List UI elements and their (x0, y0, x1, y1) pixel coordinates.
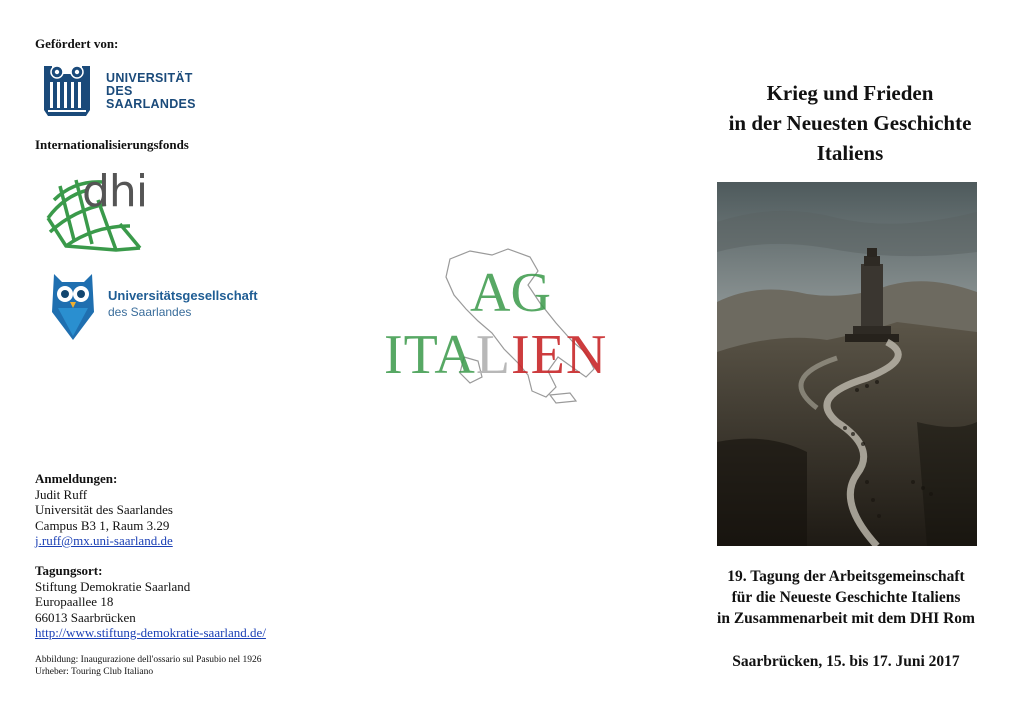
uds-seal-icon (40, 62, 94, 120)
anmeldungen-block (35, 471, 335, 549)
pasubio-photo (717, 182, 977, 546)
anmeldungen-line-uni: Universität des Saarlandes (35, 502, 173, 517)
uds-logo-line3: SAARLANDES (106, 97, 196, 111)
tagungsort-line-street: Europaallee 18 (35, 594, 114, 609)
uds-logo-line2: DES (106, 84, 133, 98)
conference-line2: für die Neueste Geschichte Italiens (731, 589, 961, 606)
image-caption (35, 655, 355, 678)
ag-italien-logo (380, 245, 640, 405)
title-line1: Krieg und Frieden (766, 81, 934, 105)
conference-line3: in Zusammenarbeit mit dem DHI Rom (717, 610, 975, 627)
tagungsort-block (35, 563, 355, 641)
anmeldungen-line-room: Campus B3 1, Raum 3.29 (35, 517, 170, 533)
ugs-logo-title: Universitätsgesellschaft (108, 288, 258, 303)
title-line2: in der Neuesten Geschichte (728, 111, 972, 135)
ugs-logo (50, 272, 258, 342)
conference-date: Saarbrücken, 15. bis 17. Juni 2017 (732, 653, 960, 670)
gefoerdert-label: Gefördert von: (35, 36, 119, 51)
uds-logo-line1: UNIVERSITÄT (106, 71, 193, 85)
page-title (690, 78, 1010, 168)
tagungsort-line-org: Stiftung Demokratie Saarland (35, 578, 191, 594)
ag-text: AG (470, 262, 551, 324)
caption-line1: Abbildung: Inaugurazione dell'ossario sul Pasubio nel 1926 (35, 655, 262, 665)
dhi-logo-text: dhi (82, 166, 148, 217)
uds-logo (40, 62, 200, 120)
italien-text-ita: ITA (384, 324, 476, 386)
italien-text-l: L (475, 324, 512, 386)
anmeldungen-heading: Anmeldungen: (35, 471, 118, 486)
caption-line2: Urheber: Touring Club Italiano (35, 666, 154, 677)
tagungsort-url-link[interactable]: http://www.stiftung-demokratie-saarland.de/ (35, 625, 266, 640)
owl-icon (50, 272, 96, 342)
conference-line1: 19. Tagung der Arbeitsgemeinschaft (727, 568, 965, 585)
dhi-logo (44, 166, 164, 254)
anmeldungen-line-name: Judit Ruff (35, 486, 88, 502)
fonds-label: Internationalisierungsfonds (35, 137, 189, 152)
conference-info (690, 566, 1002, 629)
tagungsort-line-city: 66013 Saarbrücken (35, 609, 136, 625)
ossuary-photo-image (717, 182, 977, 546)
tagungsort-heading: Tagungsort: (35, 563, 103, 578)
italien-text-ien: IEN (511, 324, 608, 386)
ugs-logo-sub: des Saarlandes (108, 305, 192, 319)
anmeldungen-email-link[interactable]: j.ruff@mx.uni-saarland.de (35, 533, 173, 548)
title-line3: Italiens (816, 141, 884, 165)
